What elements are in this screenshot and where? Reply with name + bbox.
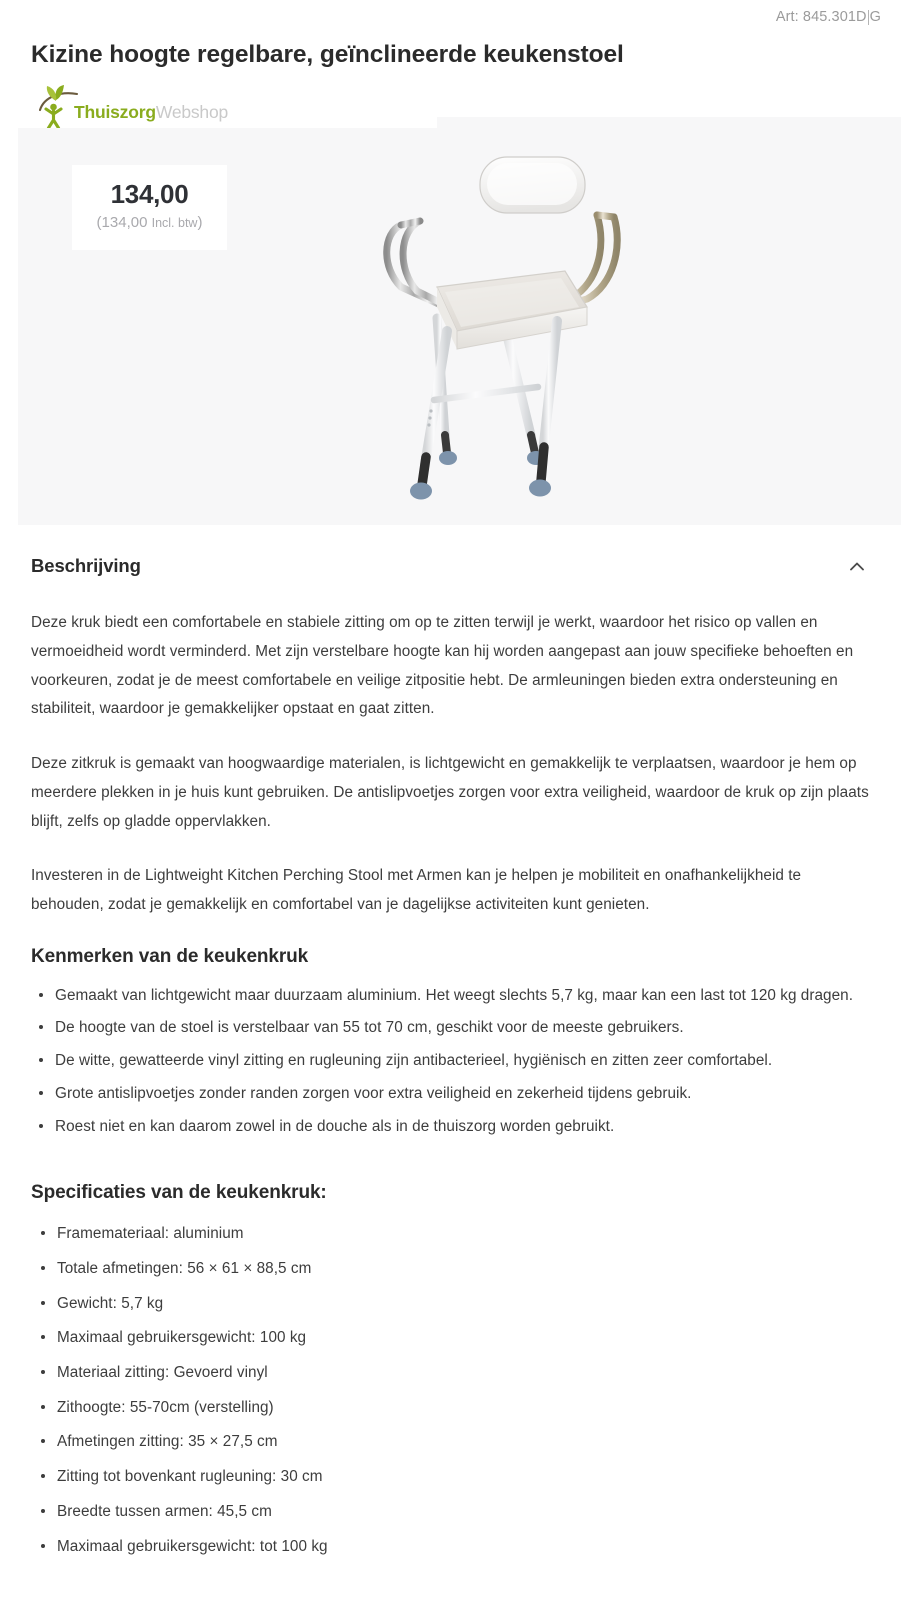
price-incl-vat [97,214,203,231]
list-item: Gemaakt van lichtgewicht maar duurzaam aluminium. Het weegt slechts 5,7 kg, maar kan een last tot 120 kg dragen. [31,984,870,1008]
list-item: Maximaal gebruikersgewicht: tot 100 kg [31,1535,870,1559]
description-paragraph: Investeren in de Lightweight Kitchen Perching Stool met Armen kan je helpen je mobiliteit en onafhankelijkheid te behouden, zodat je gemakkelijk en comfortabel van je dagelijkse activiteiten kunt genieten. [31,867,802,913]
article-number [776,6,881,28]
specs-list [31,1222,870,1558]
brand-name-strong: Thuiszorg [74,102,156,122]
description-section [0,525,901,1605]
brand-logo[interactable] [36,80,228,128]
list-item: Totale afmetingen: 56 × 61 × 88,5 cm [31,1257,870,1281]
description-heading: Beschrijving [31,555,141,576]
list-item: Zitting tot bovenkant rugleuning: 30 cm [31,1465,870,1489]
list-item: Grote antislipvoetjes zonder randen zorgen voor extra veiligheid en zekerheid tijdens gebruik. [31,1082,870,1106]
chevron-up-icon[interactable] [844,553,870,579]
list-item: Breedte tussen armen: 45,5 cm [31,1500,870,1524]
features-list [31,984,870,1139]
product-image[interactable] [325,135,655,515]
specs-heading: Specificaties van de keukenkruk: [31,1182,327,1204]
list-item: Gewicht: 5,7 kg [31,1292,870,1316]
list-item: De hoogte van de stoel is verstelbaar van 55 tot 70 cm, geschikt voor de meeste gebruikers. [31,1016,870,1040]
brand-logo-text [74,102,228,128]
text-caret [868,10,869,25]
list-item: Materiaal zitting: Gevoerd vinyl [31,1361,870,1385]
description-paragraph: Deze kruk biedt een comfortabele en stabiele zitting om op te zitten terwijl je werkt, waardoor het risico op vallen en vermoeidheid wordt verminderd. Met zijn verstelbare hoogte kan hij worden aangepast aan jouw specifieke behoeften en voorkeuren, zodat je de meest comfortabele en veilige zitpositie hebt. De armleuningen bieden extra ondersteuning en stabiliteit, waardoor je gemakkelijker opstaat en gaat zitten. [31,614,854,718]
list-item: Roest niet en kan daarom zowel in de douche als in de thuiszorg worden gebruikt. [31,1115,870,1139]
list-item: De witte, gewatteerde vinyl zitting en rugleuning zijn antibacterieel, hygiënisch en zitten zeer comfortabel. [31,1049,870,1073]
description-body [31,587,870,1558]
list-item: Framemateriaal: aluminium [31,1222,870,1246]
features-heading: Kenmerken van de keukenkruk [31,945,309,967]
sprout-person-logo-icon [36,84,82,128]
price-incl-label: Incl. btw [151,215,198,230]
list-item: Maximaal gebruikersgewicht: 100 kg [31,1326,870,1350]
list-item: Zithoogte: 55-70cm (verstelling) [31,1396,870,1420]
article-number-suffix: G [869,9,881,25]
price-amount: 134,00 [110,179,189,210]
page-title: Kizine hoogte regelbare, geïnclineerde keukenstoel [31,41,624,68]
price-incl-amount: (134,00 [96,213,148,231]
brand-name-light: Webshop [155,102,229,122]
list-item: Afmetingen zitting: 35 × 27,5 cm [31,1430,870,1454]
description-paragraph: Deze zitkruk is gemaakt van hoogwaardige materialen, is lichtgewicht en gemakkelijk te verplaatsen, waardoor je hem op meerdere plekken in je huis kunt gebruiken. De antislipvoetjes zorgen voor extra veiligheid, waardoor de kruk op zijn plaats blijft, zelfs op gladde oppervlakken. [31,755,869,830]
price-incl-close: ) [197,213,203,231]
product-hero-panel [18,102,901,525]
description-header[interactable] [31,525,870,587]
price-card [72,165,227,250]
article-number-text: Art: 845.301D [775,9,867,25]
